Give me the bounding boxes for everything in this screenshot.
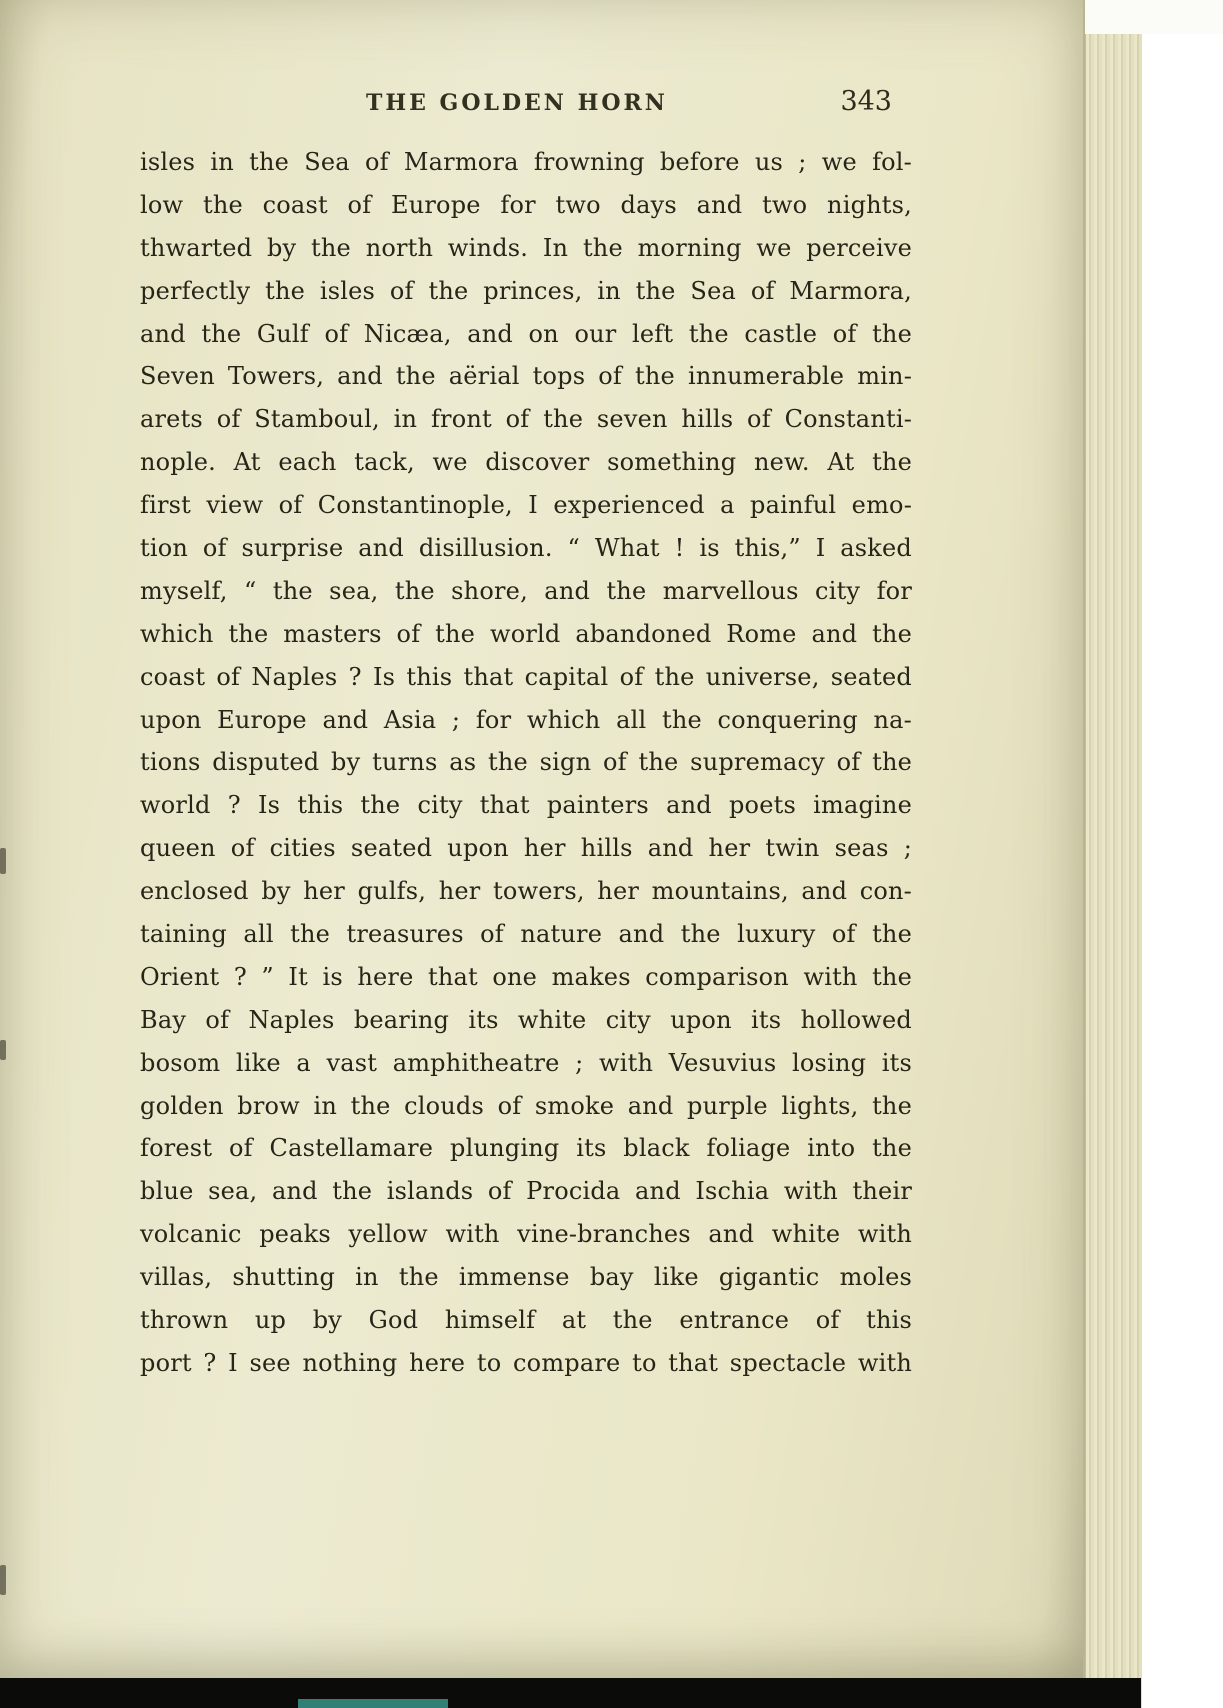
scan-artifact <box>0 848 6 874</box>
text-line: perfectly the isles of the princes, in the Sea of Marmora, <box>140 276 912 305</box>
scanner-bar <box>0 1678 1141 1708</box>
text-line: low the coast of Europe for two days and two nights, <box>140 190 912 219</box>
text-line: coast of Naples ? Is this that capital of the universe, seated <box>140 662 912 691</box>
text-line: bosom like a vast amphitheatre ; with Vesuvius losing its <box>140 1048 912 1077</box>
scan-background-corner <box>1085 0 1223 34</box>
running-title: THE GOLDEN HORN <box>365 90 668 116</box>
text-line: myself, “ the sea, the shore, and the marvellous city for <box>140 576 912 605</box>
text-line: Orient ? ” It is here that one makes comparison with the <box>140 962 912 991</box>
text-line: taining all the treasures of nature and the luxury of the <box>140 920 912 949</box>
scan-artifact <box>0 1040 6 1060</box>
text-line: tions disputed by turns as the sign of the supremacy of the <box>140 748 912 777</box>
page-number: 343 <box>840 86 892 117</box>
scan-color-mark <box>298 1699 448 1708</box>
text-line: thrown up by God himself at the entrance of this <box>140 1306 912 1335</box>
text-line: isles in the Sea of Marmora frowning before us ; we fol- <box>140 148 912 176</box>
text-line: upon Europe and Asia ; for which all the conquering na- <box>140 705 912 734</box>
text-line: first view of Constantinople, I experienced a painful emo- <box>140 491 912 520</box>
body-text <box>140 141 912 1385</box>
text-line: world ? Is this the city that painters and poets imagine <box>140 791 912 820</box>
text-line: port ? I see nothing here to compare to that spectacle with <box>140 1348 912 1377</box>
text-line: blue sea, and the islands of Procida and Ischia with their <box>140 1177 912 1206</box>
text-line: enclosed by her gulfs, her towers, her mountains, and con- <box>140 877 912 906</box>
text-line: volcanic peaks yellow with vine-branches and white with <box>140 1220 912 1249</box>
text-line: Seven Towers, and the aërial tops of the innumerable min- <box>140 362 912 391</box>
scan-artifact <box>0 1565 6 1595</box>
text-line: villas, shutting in the immense bay like gigantic moles <box>140 1263 912 1292</box>
text-line: thwarted by the north winds. In the morning we perceive <box>140 233 912 262</box>
text-line: and the Gulf of Nicæa, and on our left the castle of the <box>140 319 912 348</box>
text-line: forest of Castellamare plunging its black foliage into the <box>140 1134 912 1163</box>
text-line: Bay of Naples bearing its white city upon its hollowed <box>140 1005 912 1034</box>
text-line: arets of Stamboul, in front of the seven hills of Constanti- <box>140 405 912 434</box>
text-line: tion of surprise and disillusion. “ What ! is this,” I asked <box>140 534 912 563</box>
text-line: queen of cities seated upon her hills and her twin seas ; <box>140 834 912 863</box>
page-edge-stack <box>1085 34 1142 1708</box>
page-header <box>140 86 912 126</box>
text-line: which the masters of the world abandoned Rome and the <box>140 619 912 648</box>
text-line: golden brow in the clouds of smoke and purple lights, the <box>140 1091 912 1120</box>
text-line: nople. At each tack, we discover something new. At the <box>140 448 912 477</box>
